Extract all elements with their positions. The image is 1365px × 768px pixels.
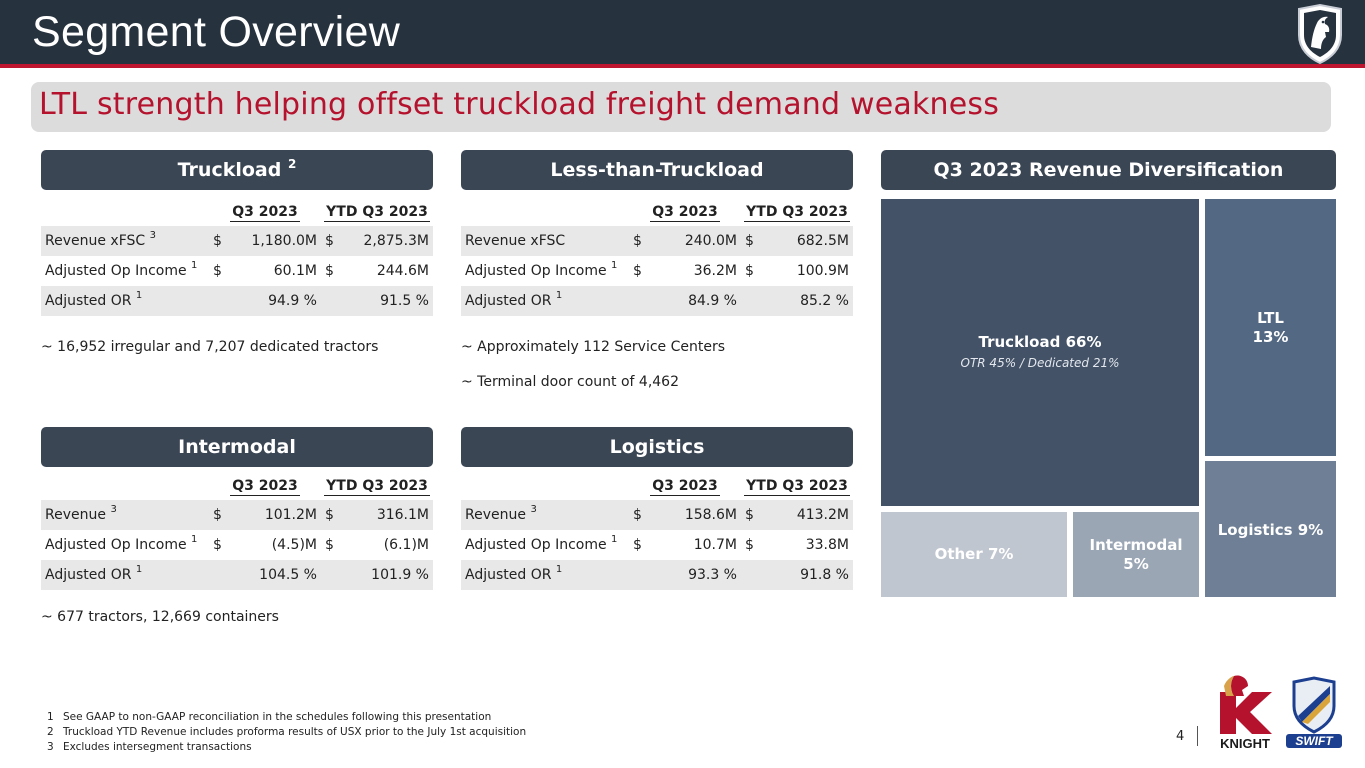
q3-value: 101.2M	[231, 500, 321, 530]
ytd-value: 413.2M	[763, 500, 853, 530]
row-label: Adjusted OR $^1$	[461, 286, 629, 316]
ytd-value: 682.5M	[763, 226, 853, 256]
truckload-table	[41, 200, 433, 316]
table-row	[461, 500, 853, 530]
currency: $	[209, 500, 231, 530]
row-label: Adjusted Op Income $^1$	[465, 260, 618, 279]
footnote: 3 Excludes intersegment transactions	[47, 741, 252, 753]
footnote: 2 Truckload YTD Revenue includes proforma results of USX prior to the July 1st acquisition	[47, 726, 527, 738]
title-bar	[0, 0, 1365, 68]
row-label: Adjusted Op Income $^1$	[465, 534, 618, 553]
q3-value: 93.3 %	[651, 560, 741, 590]
truckload-header	[41, 150, 433, 190]
ytd-value: 91.5 %	[343, 286, 433, 316]
ytd-value: 33.8M	[805, 537, 849, 553]
currency: $	[633, 537, 642, 553]
diversification-title: Q3 2023 Revenue Diversification	[933, 159, 1284, 181]
ytd-value: 100.9M	[796, 263, 849, 279]
table-row	[461, 530, 853, 560]
intermodal-note: ~ 677 tractors, 12,669 containers	[41, 609, 279, 625]
intermodal-header	[41, 427, 433, 467]
intermodal-table	[41, 474, 433, 590]
col-q3: Q3 2023	[232, 478, 298, 494]
currency: $	[321, 500, 343, 530]
currency: $	[741, 500, 763, 530]
q3-value: 104.5 %	[231, 560, 321, 590]
col-ytd: YTD Q3 2023	[326, 204, 428, 220]
page-separator	[1197, 726, 1198, 746]
row-label: Adjusted OR $^1$	[461, 560, 629, 590]
swift-wordmark: SWIFT	[1295, 734, 1333, 748]
table-row	[461, 256, 853, 286]
table-row	[41, 500, 433, 530]
page-title: Segment Overview	[32, 8, 401, 56]
truckload-title-footnote: 2	[287, 157, 297, 171]
currency: $	[209, 226, 231, 256]
tile-ltl-label: LTL	[1257, 308, 1284, 327]
q3-value: 240.0M	[651, 226, 741, 256]
ltl-header	[461, 150, 853, 190]
currency: $	[745, 537, 754, 553]
table-row	[41, 286, 433, 316]
ytd-value: 2,875.3M	[343, 226, 433, 256]
currency: $	[745, 263, 754, 279]
tile-ltl-pct: 13%	[1252, 327, 1289, 346]
page-number: 4	[1176, 729, 1185, 744]
col-ytd: YTD Q3 2023	[746, 478, 848, 494]
col-q3: Q3 2023	[652, 478, 718, 494]
ytd-value: 244.6M	[376, 263, 429, 279]
currency: $	[629, 226, 651, 256]
truckload-title: Truckload	[177, 159, 282, 181]
knight-wordmark: KNIGHT	[1220, 736, 1270, 751]
table-row	[41, 560, 433, 590]
logistics-header	[461, 427, 853, 467]
tile-truckload-label: Truckload 66%	[978, 332, 1102, 351]
currency: $	[741, 226, 763, 256]
tile-truckload-sub: OTR 45% / Dedicated 21%	[960, 355, 1120, 370]
tile-intermodal-pct: 5%	[1123, 554, 1149, 573]
logistics-table	[461, 474, 853, 590]
table-row	[461, 286, 853, 316]
q3-value: 94.9 %	[231, 286, 321, 316]
q3-value: 10.7M	[693, 537, 737, 553]
ltl-table	[461, 200, 853, 316]
row-label: Revenue $^3$	[41, 500, 209, 530]
tile-intermodal-label: Intermodal	[1089, 535, 1183, 554]
tile-truckload	[881, 199, 1199, 506]
row-label: Adjusted Op Income $^1$	[45, 534, 198, 553]
currency: $	[213, 537, 222, 553]
row-label: Revenue $^3$	[461, 500, 629, 530]
q3-value: 36.2M	[693, 263, 737, 279]
tile-other	[881, 512, 1067, 597]
ltl-note: ~ Terminal door count of 4,462	[461, 374, 679, 390]
table-row	[461, 560, 853, 590]
currency: $	[213, 263, 222, 279]
ytd-value: 101.9 %	[343, 560, 433, 590]
currency: $	[629, 500, 651, 530]
row-label: Adjusted OR $^1$	[41, 560, 209, 590]
col-q3: Q3 2023	[652, 204, 718, 220]
ytd-value: 316.1M	[343, 500, 433, 530]
ytd-value: (6.1)M	[383, 537, 429, 553]
q3-value: 84.9 %	[651, 286, 741, 316]
q3-value: 158.6M	[651, 500, 741, 530]
truckload-note: ~ 16,952 irregular and 7,207 dedicated tractors	[41, 339, 379, 355]
table-row	[41, 530, 433, 560]
footnote: 1 See GAAP to non-GAAP reconciliation in the schedules following this presentation	[47, 711, 492, 723]
tile-intermodal	[1073, 512, 1199, 597]
row-label: Adjusted OR $^1$	[41, 286, 209, 316]
row-label: Adjusted Op Income $^1$	[45, 260, 198, 279]
q3-value: 60.1M	[273, 263, 317, 279]
table-header-row	[461, 200, 853, 226]
ltl-title: Less-than-Truckload	[550, 159, 764, 181]
currency: $	[325, 263, 334, 279]
col-ytd: YTD Q3 2023	[746, 204, 848, 220]
ytd-value: 85.2 %	[763, 286, 853, 316]
logistics-title: Logistics	[609, 436, 705, 458]
currency: $	[633, 263, 642, 279]
tile-logistics	[1205, 461, 1336, 597]
col-q3: Q3 2023	[232, 204, 298, 220]
table-row	[461, 226, 853, 256]
table-header-row	[461, 474, 853, 500]
q3-value: (4.5)M	[271, 537, 317, 553]
subtitle-banner	[31, 82, 1331, 132]
currency: $	[325, 537, 334, 553]
footnotes	[47, 710, 526, 755]
table-row	[41, 226, 433, 256]
row-label: Revenue xFSC	[461, 226, 629, 256]
table-header-row	[41, 200, 433, 226]
tile-ltl	[1205, 199, 1336, 456]
intermodal-title: Intermodal	[178, 436, 296, 458]
tile-logistics-label: Logistics 9%	[1217, 521, 1324, 539]
knight-logo-icon	[1212, 672, 1278, 752]
diversification-header	[881, 150, 1336, 190]
currency: $	[321, 226, 343, 256]
q3-value: 1,180.0M	[231, 226, 321, 256]
ltl-note: ~ Approximately 112 Service Centers	[461, 339, 726, 355]
col-ytd: YTD Q3 2023	[326, 478, 428, 494]
table-row	[41, 256, 433, 286]
subtitle: LTL strength helping offset truckload freight demand weakness	[39, 87, 1000, 122]
tile-other-label: Other 7%	[934, 545, 1014, 563]
ytd-value: 91.8 %	[763, 560, 853, 590]
knight-crest-icon	[1295, 3, 1345, 65]
table-header-row	[41, 474, 433, 500]
swift-logo-icon	[1284, 676, 1344, 748]
row-label: Revenue xFSC $^3$	[41, 226, 209, 256]
